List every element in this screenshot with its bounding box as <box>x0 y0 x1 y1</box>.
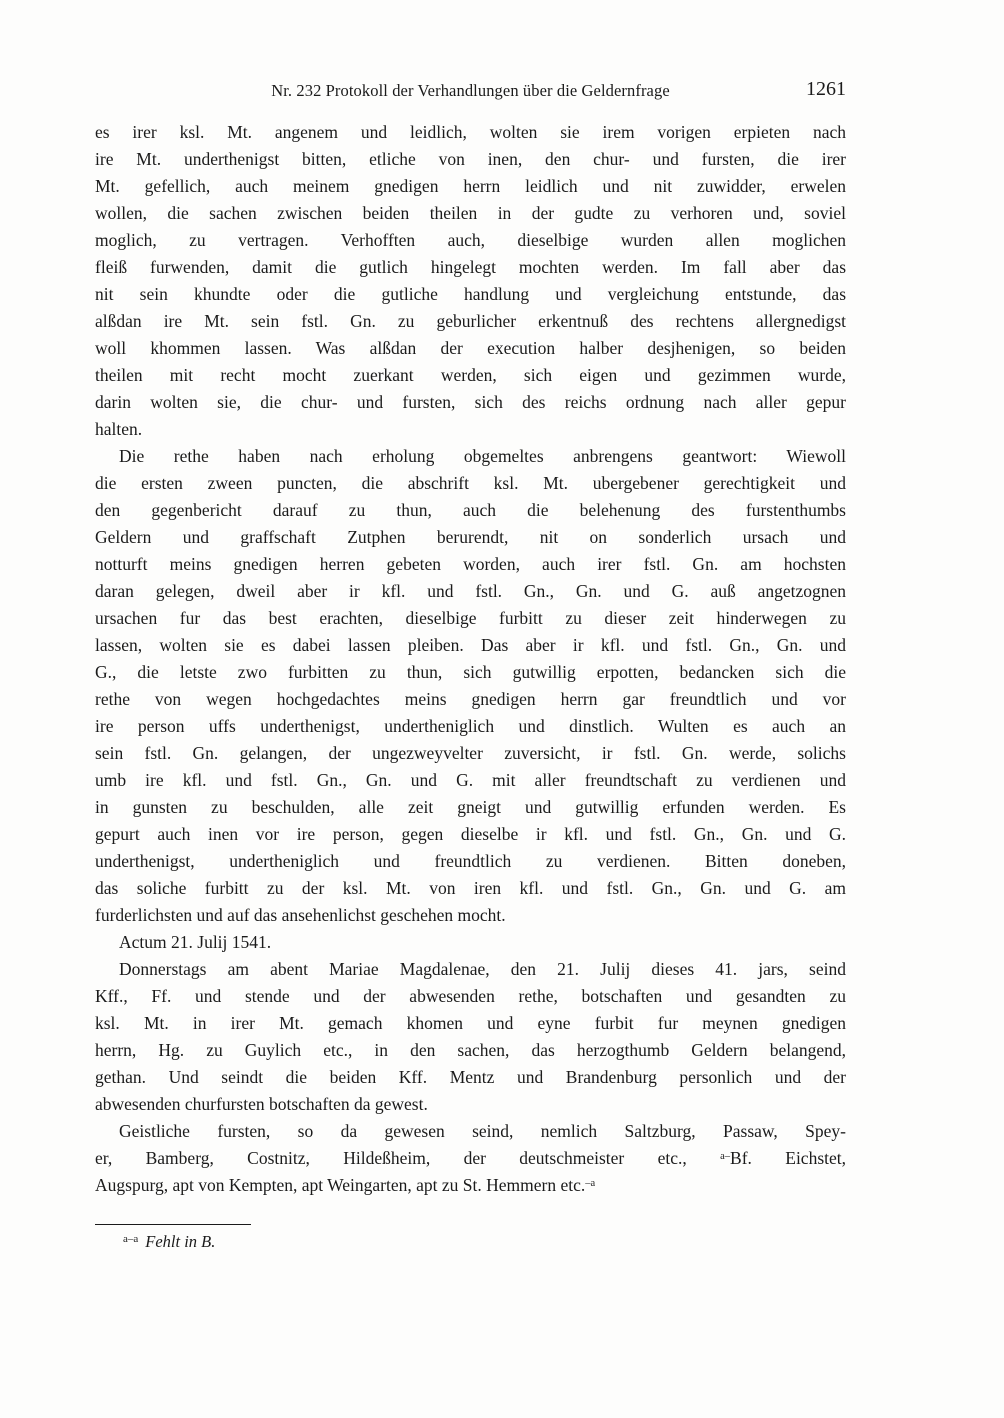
page-number: 1261 <box>806 78 846 100</box>
text-line: Mt. gefellich, auch meinem gnedigen herrn leidlich und nit zuwidder, erwelen <box>95 176 846 196</box>
text-line: halten. <box>95 419 143 439</box>
text-line: in gunsten zu beschulden, alle zeit gneigt und gutwillig erfunden werden. Es <box>95 797 846 817</box>
text-line: ksl. Mt. in irer Mt. gemach khomen und eyne furbit fur meynen gnedigen <box>95 1013 846 1033</box>
footnote-entry <box>95 1230 846 1256</box>
paragraph-5 <box>95 1118 846 1199</box>
footnote-rule <box>95 1224 251 1225</box>
text-line: daran gelegen, dweil aber ir kfl. und fstl. Gn., Gn. und G. auß angetzognen <box>95 581 846 601</box>
paragraph-1 <box>95 119 846 443</box>
text-line: Donnerstags am abent Mariae Magdalenae, den 21. Julij dieses 41. jars, seind <box>119 959 846 979</box>
text-line: den gegenbericht darauf zu thun, auch die belehenung des furstenthumbs <box>95 500 846 520</box>
running-head-title: Nr. 232 Protokoll der Verhandlungen über die Geldernfrage <box>271 81 670 100</box>
text-line: gepurt auch inen vor ire person, gegen dieselbe ir kfl. und fstl. Gn., Gn. und G. <box>95 824 846 844</box>
apparatus-marker-start: a– <box>720 1151 731 1163</box>
text-line: Die rethe haben nach erholung obgemeltes anbrengens geantwort: Wiewoll <box>119 446 846 466</box>
text-line: gethan. Und seindt die beiden Kff. Mentz und Brandenburg personlich und der <box>95 1067 846 1087</box>
text-line: es irer ksl. Mt. angenem und leidlich, wolten sie irem vorigen erpieten nach <box>95 122 846 142</box>
text-line: sein fstl. Gn. gelangen, der ungezweyvelter zuversicht, ir fstl. Gn. werde, solichs <box>95 743 846 763</box>
footnote-apparatus <box>95 1224 846 1256</box>
running-head <box>95 80 846 106</box>
text-line: Geldern und graffschaft Zutphen berurendt, nit on sonderlich ursach und <box>95 527 846 547</box>
text-line: underthenigst, undertheniglich und freundtlich zu verdienen. Bitten doneben, <box>95 851 846 871</box>
text-segment: Augspurg, apt von Kempten, apt Weingarten, apt zu St. Hemmern etc. <box>95 1175 586 1195</box>
text-line: furderlichsten und auf das ansehenlichst geschehen mocht. <box>95 905 506 925</box>
text-line: notturft meins gnedigen herren gebeten worden, auch irer fstl. Gn. am hochsten <box>95 554 846 574</box>
text-line: darin wolten sie, die chur- und fursten, sich des reichs ordnung nach aller gepur <box>95 392 846 412</box>
text-segment: Bf. Eichstet, <box>730 1148 847 1168</box>
text-line: das soliche furbitt zu der ksl. Mt. von iren kfl. und fstl. Gn., Gn. und G. am <box>95 878 846 898</box>
text-line <box>95 1145 846 1172</box>
text-segment: er, Bamberg, Costnitz, Hildeßheim, der deutschmeister etc., <box>95 1148 721 1168</box>
text-line: herrn, Hg. zu Guylich etc., in den sachen, das herzogthumb Geldern belangend, <box>95 1040 846 1060</box>
footnote-text: Fehlt in B. <box>145 1232 216 1251</box>
text-line: die ersten zween puncten, die abschrift ksl. Mt. ubergebener gerechtigkeit und <box>95 473 846 493</box>
text-line: moglich, zu vertragen. Verhofften auch, dieselbige wurden allen moglichen <box>95 230 846 250</box>
text-line: ire person uffs underthenigst, undertheniglich und dinstlich. Wulten es auch an <box>95 716 846 736</box>
text-line: G., die letste zwo furbitten zu thun, sich gutwillig erpotten, bedancken sich die <box>95 662 846 682</box>
text-line: nit sein khundte oder die gutliche handlung und vergleichung entstunde, das <box>95 284 846 304</box>
paragraph-actum <box>95 929 846 956</box>
text-line: ire Mt. underthenigst bitten, etliche von inen, den chur- und fursten, die irer <box>95 149 846 169</box>
text-line: umb ire kfl. und fstl. Gn., Gn. und G. mit aller freundtschaft zu verdienen und <box>95 770 846 790</box>
text-line: rethe von wegen hochgedachtes meins gnedigen herrn gar freundtlich und vor <box>95 689 846 709</box>
paragraph-4 <box>95 956 846 1118</box>
text-line: woll khommen lassen. Was alßdan der execution halber desjhenigen, so beiden <box>95 338 846 358</box>
text-line: ursachen fur das best erachten, dieselbige furbitt zu dieser zeit hinderwegen zu <box>95 608 846 628</box>
text-line: Actum 21. Julij 1541. <box>119 932 272 952</box>
text-line: wollen, die sachen zwischen beiden theilen in der gudte zu verhoren und, soviel <box>95 203 846 223</box>
text-line: Geistliche fursten, so da gewesen seind, nemlich Saltzburg, Passaw, Spey- <box>119 1121 846 1141</box>
text-line: abwesenden churfursten botschaften da gewest. <box>95 1094 428 1114</box>
paragraph-2 <box>95 443 846 929</box>
text-line: alßdan ire Mt. sein fstl. Gn. zu geburlicher erkentnuß des rechtens allergnedigst <box>95 311 846 331</box>
apparatus-marker-end: –a <box>585 1178 596 1190</box>
text-line: Kff., Ff. und stende und der abwesenden rethe, botschaften und gesandten zu <box>95 986 846 1006</box>
footnote-marker: a–a <box>123 1233 139 1245</box>
text-line <box>95 1172 846 1199</box>
text-line: lassen, wolten sie es dabei lassen pleiben. Das aber ir kfl. und fstl. Gn., Gn. und <box>95 635 846 655</box>
text-line: theilen mit recht mocht zuerkant werden, sich eigen und gezimmen wurde, <box>95 365 846 385</box>
text-line: fleiß furwenden, damit die gutlich hingelegt mochten werden. Im fall aber das <box>95 257 846 277</box>
document-body <box>95 119 846 1199</box>
